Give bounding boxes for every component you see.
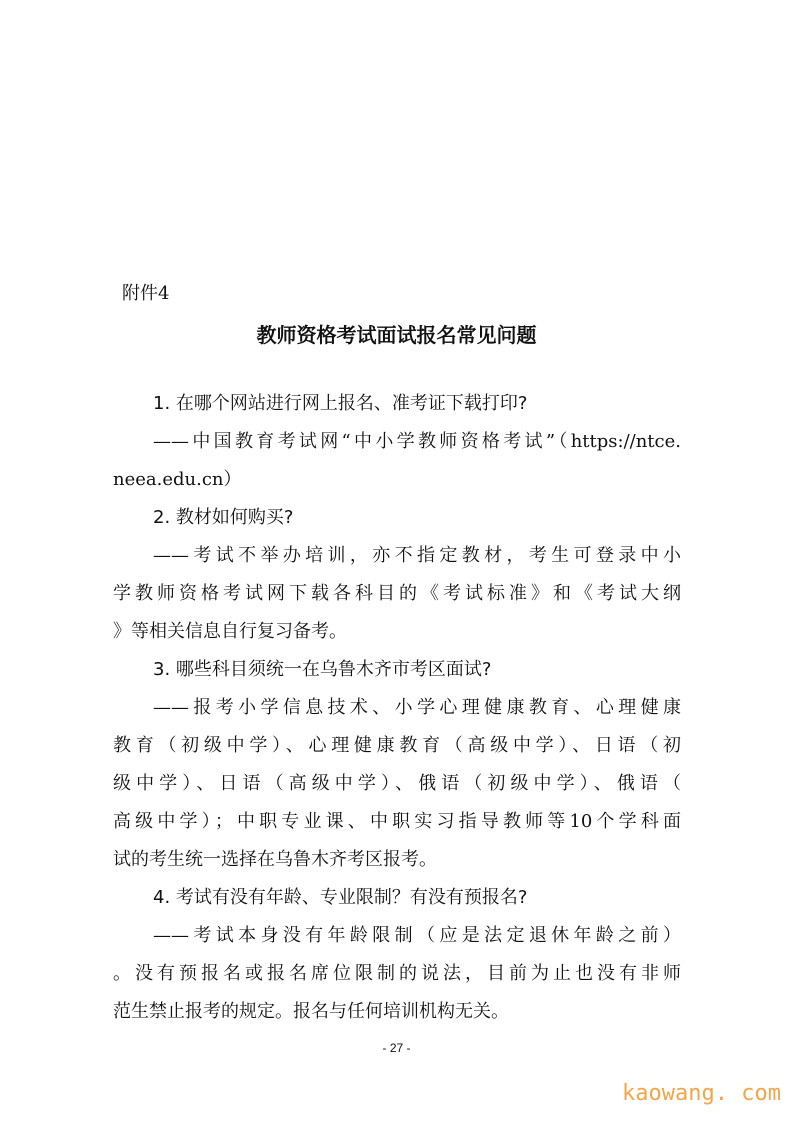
faq-body	[113, 385, 681, 1031]
answer-line: 级中学）、日语（高级中学）、俄语（初级中学）、俄语（	[113, 773, 681, 794]
faq-question: 4. 考试有没有年龄、专业限制？有没有预报名?	[153, 887, 528, 908]
faq-question: 3. 哪些科目须统一在乌鲁木齐市考区面试?	[153, 659, 492, 680]
answer-line: ——报考小学信息技术、小学心理健康教育、心理健康	[153, 697, 681, 718]
answer-line: ——考试本身没有年龄限制（应是法定退休年龄之前）	[153, 925, 681, 946]
answer-line: 学教师资格考试网下载各科目的《考试标准》和《考试大纲	[113, 583, 681, 604]
answer-line: neea.edu.cn）	[113, 469, 242, 490]
faq-item	[113, 651, 681, 879]
answer-line: ——中国教育考试网“中小学教师资格考试”（https://ntce.	[153, 431, 681, 452]
faq-answer	[113, 537, 681, 651]
answer-line: 范生禁止报考的规定。报名与任何培训机构无关。	[113, 1001, 509, 1022]
document-title: 教师资格考试面试报名常见问题	[256, 323, 537, 347]
answer-line: 试的考生统一选择在乌鲁木齐考区报考。	[113, 849, 437, 870]
answer-line: 高级中学）；中职专业课、中职实习指导教师等10个学科面	[113, 811, 681, 832]
faq-answer	[113, 917, 681, 1031]
faq-item	[113, 385, 681, 499]
answer-line: 》等相关信息自行复习备考。	[113, 621, 347, 642]
answer-line: 。没有预报名或报名席位限制的说法，目前为止也没有非师	[113, 963, 681, 984]
answer-line: 教育（初级中学）、心理健康教育（高级中学）、日语（初	[113, 735, 681, 756]
faq-question: 2. 教材如何购买?	[153, 507, 294, 528]
page-number: - 27 -	[382, 1041, 411, 1055]
answer-line: ——考试不举办培训，亦不指定教材，考生可登录中小	[153, 545, 681, 566]
watermark: kaowang. com	[622, 1081, 781, 1106]
faq-answer	[113, 423, 681, 499]
faq-item	[113, 879, 681, 1031]
faq-question: 1. 在哪个网站进行网上报名、准考证下载打印?	[153, 393, 528, 414]
faq-answer	[113, 689, 681, 879]
annex-label: 附件4	[122, 283, 170, 304]
faq-item	[113, 499, 681, 651]
